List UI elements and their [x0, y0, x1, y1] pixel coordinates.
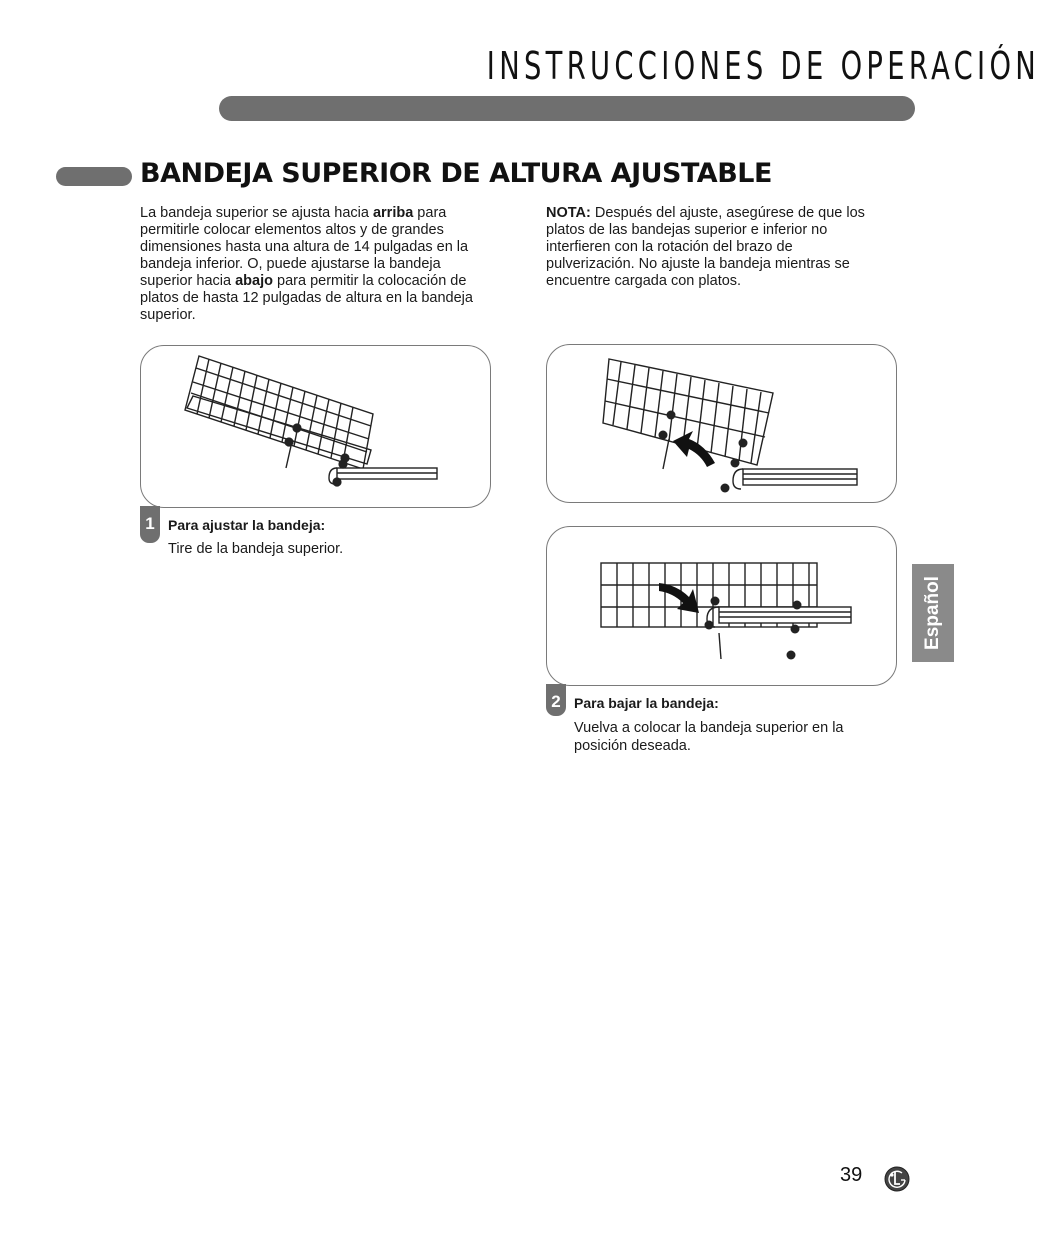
language-tab-label: Español: [922, 576, 943, 650]
illustration-rack-pull: [140, 345, 491, 508]
illustration-rack-lower: [546, 526, 897, 686]
note-text: Después del ajuste, asegúrese de que los platos de las bandejas superior e inferior no interfieren con la rotación del brazo de pulverización. No ajuste la bandeja mientras se encuentre cargada con platos.: [546, 205, 865, 289]
intro-text-3: para permitir la colocación de platos de hasta 12 pulgadas de altura en la bandeja superior.: [140, 273, 473, 323]
section-title: BANDEJA SUPERIOR DE ALTURA AJUSTABLE: [140, 158, 772, 189]
step-number-2: 2: [546, 684, 566, 716]
step-2-description: Vuelva a colocar la bandeja superior en la posición deseada.: [574, 720, 844, 754]
intro-bold-up: arriba: [372, 205, 414, 221]
note-label: NOTA:: [546, 205, 591, 221]
step-number-1: 1: [140, 506, 160, 543]
intro-text-1: La bandeja superior se ajusta hacia: [140, 205, 373, 221]
header-bar: [219, 96, 915, 121]
intro-paragraph: [140, 205, 495, 324]
intro-text-2: para permitirle colocar elementos altos y de grandes dimensiones hasta una altura de 14 pulgadas en la bandeja inferior. O, puede ajustarse la bandeja superior hacia: [140, 205, 469, 289]
rack-pull-drawing: [141, 346, 490, 507]
section-marker: [56, 167, 132, 186]
rack-tilt-drawing: [547, 345, 896, 502]
step-1-description: Tire de la bandeja superior.: [168, 541, 344, 557]
page-header-title: INSTRUCCIONES DE OPERACIÓN: [486, 44, 1040, 88]
note-paragraph: [546, 205, 881, 290]
step-1-heading: Para ajustar la bandeja:: [168, 517, 326, 533]
lg-logo-icon: [884, 1166, 910, 1192]
step-2-heading: Para bajar la bandeja:: [574, 695, 719, 711]
rack-lower-drawing: [547, 527, 896, 685]
arrow-up-icon: [673, 431, 715, 467]
page-number: 39: [840, 1164, 863, 1186]
intro-bold-down: abajo: [235, 273, 273, 289]
illustration-rack-tilt: [546, 344, 897, 503]
